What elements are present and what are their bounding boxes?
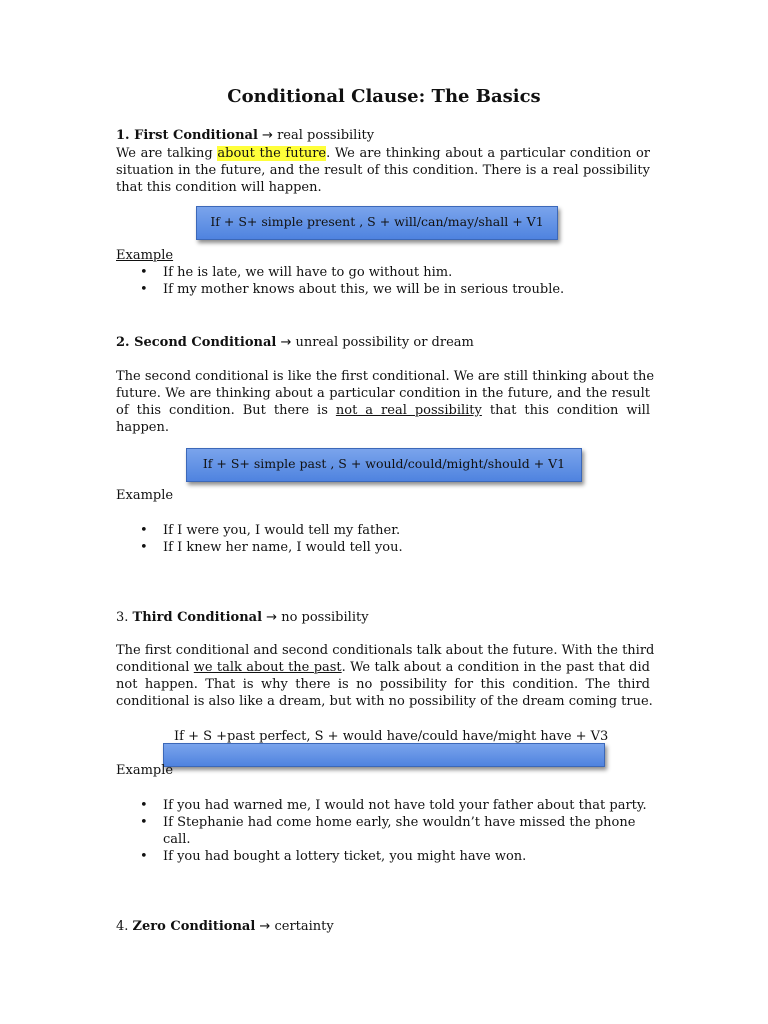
section-1-number: 1. xyxy=(116,128,130,143)
text-run: We are talking xyxy=(116,146,218,161)
paragraph-line: not happen. That is why there is no possibility for this condition. The third xyxy=(116,677,650,692)
section-4-name: Zero Conditional xyxy=(132,919,256,934)
section-1-heading xyxy=(116,127,374,144)
section-1-examples xyxy=(140,264,564,298)
list-item-text: If you had bought a lottery ticket, you might have won. xyxy=(163,849,527,864)
list-item xyxy=(140,797,647,814)
list-item xyxy=(140,522,403,539)
section-2-heading xyxy=(116,334,474,351)
paragraph-line: situation in the future, and the result of this condition. There is a real possibility xyxy=(116,163,650,178)
list-item-text: If you had warned me, I would not have told your father about that party. xyxy=(163,798,647,813)
list-item-text: If my mother knows about this, we will be in serious trouble. xyxy=(163,282,565,297)
arrow-icon: → xyxy=(266,610,278,625)
list-item-text: If I were you, I would tell my father. xyxy=(163,523,401,538)
section-3-tag: no possibility xyxy=(281,610,369,625)
section-4-tag: certainty xyxy=(274,919,334,934)
formula-box-third xyxy=(163,743,605,767)
paragraph-line: The second conditional is like the first conditional. We are still thinking about the xyxy=(116,369,655,384)
example-label xyxy=(116,247,173,264)
section-4-heading xyxy=(116,918,334,935)
section-1-name: First Conditional xyxy=(134,128,258,143)
bullet-icon: • xyxy=(140,815,148,830)
list-item xyxy=(140,814,647,831)
underlined-text: not a real possibility xyxy=(335,403,482,418)
text-run: . We are thinking about a particular condition or xyxy=(326,146,650,161)
formula-box-second: If + S+ simple past , S + would/could/might/should + V1 xyxy=(186,448,582,482)
formula-box-first: If + S+ simple present , S + will/can/may/shall + V1 xyxy=(196,206,558,240)
paragraph-line: The first conditional and second conditionals talk about the future. With the third xyxy=(116,643,655,658)
text-run: conditional xyxy=(116,660,194,675)
list-item xyxy=(140,539,403,556)
section-3-name: Third Conditional xyxy=(132,610,263,625)
section-3-heading xyxy=(116,609,369,626)
paragraph-line: conditional is also like a dream, but with no possibility of the dream coming true. xyxy=(116,694,653,709)
list-item-text: If I knew her name, I would tell you. xyxy=(163,540,403,555)
section-1-paragraph xyxy=(116,145,650,196)
formula-third-text: If + S +past perfect, S + would have/could have/might have + V3 xyxy=(174,729,609,744)
section-3-paragraph xyxy=(116,642,655,710)
example-label: Example xyxy=(116,488,174,503)
section-1-tag: real possibility xyxy=(277,128,375,143)
highlighted-text: about the future xyxy=(217,146,327,161)
section-4-number: 4. xyxy=(116,919,129,934)
list-item-text: If he is late, we will have to go without him. xyxy=(163,265,453,280)
list-item-text: call. xyxy=(163,832,191,847)
example-label-text: Example xyxy=(116,248,174,263)
bullet-icon: • xyxy=(140,849,148,864)
paragraph-line xyxy=(116,659,650,676)
list-item xyxy=(140,848,647,865)
arrow-icon: → xyxy=(280,335,292,350)
document-title: Conditional Clause: The Basics xyxy=(227,86,541,107)
paragraph-line: happen. xyxy=(116,420,169,435)
list-item xyxy=(140,281,564,298)
text-run: . We talk about a condition in the past that did xyxy=(341,660,650,675)
section-2-paragraph xyxy=(116,368,655,436)
paragraph-line xyxy=(116,402,650,419)
section-3-number: 3. xyxy=(116,610,129,625)
example-label: Example xyxy=(116,763,174,778)
underlined-text: we talk about the past xyxy=(193,660,342,675)
section-2-number: 2. xyxy=(116,335,130,350)
text-run: of this condition. But there is xyxy=(116,403,336,418)
list-item-continuation xyxy=(140,831,647,848)
bullet-icon: • xyxy=(140,265,148,280)
paragraph-line xyxy=(116,145,650,162)
paragraph-line: that this condition will happen. xyxy=(116,180,322,195)
section-2-name: Second Conditional xyxy=(134,335,277,350)
list-item-text: If Stephanie had come home early, she wouldn’t have missed the phone xyxy=(163,815,636,830)
bullet-icon: • xyxy=(140,798,148,813)
text-run: that this condition will xyxy=(481,403,650,418)
bullet-icon: • xyxy=(140,540,148,555)
section-2-examples xyxy=(140,522,403,556)
arrow-icon: → xyxy=(262,128,273,143)
paragraph-line: future. We are thinking about a particular condition in the future, and the result xyxy=(116,386,650,401)
arrow-icon: → xyxy=(259,919,271,934)
bullet-icon: • xyxy=(140,282,148,297)
list-item xyxy=(140,264,564,281)
section-2-tag: unreal possibility or dream xyxy=(295,335,474,350)
section-3-examples xyxy=(140,797,647,865)
bullet-icon: • xyxy=(140,523,148,538)
